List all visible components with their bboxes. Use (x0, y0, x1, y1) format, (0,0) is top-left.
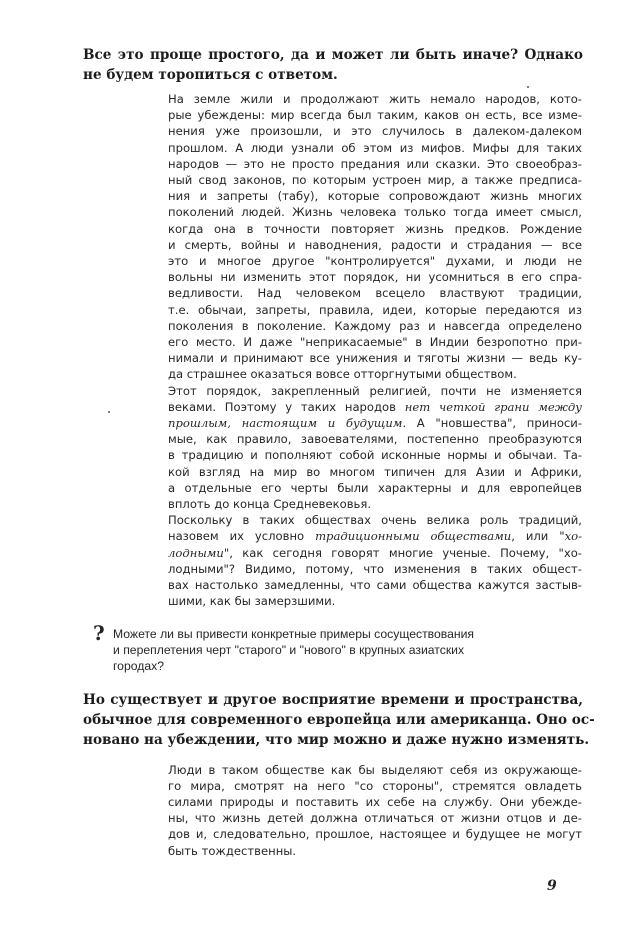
text-line: лодными"? Видимо, потому, что изменения в таких общест- (168, 561, 582, 576)
text-run: назовем их условно (168, 529, 316, 544)
text-line: нимали и принимают все унижения и тяготы жизни — ведь ку- (168, 351, 582, 366)
text-line: ны, что жизнь детей должна отличаться от жизни отцов и де- (168, 811, 582, 826)
text-line: дов и, следовательно, прошлое, настоящее и будущее не могут (168, 827, 582, 842)
text-line: в традицию и пополняют собой исконные нормы и обычаи. Та- (168, 448, 582, 463)
italic-emphasis: лодными (168, 545, 224, 560)
text-line: это и многое другое "контролируется" духами, и люди не (168, 254, 582, 269)
text-line: а отдельные его черты были характерны и для европейцев (168, 480, 582, 495)
text-line: т.е. обычаи, запреты, правила, идеи, которые передаются из (168, 302, 582, 317)
body-paragraph-modern-society (168, 762, 582, 859)
text-run: , или " (511, 529, 565, 544)
italic-emphasis: традиционными обществами (315, 529, 512, 544)
body-paragraph-myths (168, 91, 582, 383)
text-line: Люди в таком обществе как бы выделяют себя из окружающе- (168, 762, 582, 777)
text-line: ведливости. Над человеком всецело властвуют традиции, (168, 286, 582, 301)
text-line: На земле жили и продолжают жить немало народов, кото- (168, 92, 582, 106)
text-run: веками. Поэтому у таких народов (168, 399, 405, 414)
text-line: го мира, смотрят на него "со стороны", стремятся овладеть (168, 778, 582, 793)
text-run: ", как сегодня говорят многие ученые. Почему, "хо- (223, 545, 582, 560)
text-line: поколения в поколение. Каждому раз и навсегда определено (168, 318, 582, 333)
scan-speck (108, 411, 110, 413)
text-line: Но существует и другое восприятие времени и пространства, (83, 691, 583, 708)
text-line: поколений людей. Жизнь человека только тогда имеет смысл, (168, 205, 582, 220)
text-line: ния и запреты (табу), которые сопровождают жизнь многих (168, 189, 582, 204)
text-line: народов — это не просто предания или сказки. Это своеобраз- (168, 156, 582, 171)
text-line: мые, как правило, завоевателями, постепенно преобразуются (168, 432, 582, 447)
text-line: обычное для современного европейца или американца. Оно ос- (83, 711, 595, 728)
text-line: вплоть до конца Средневековья. (168, 497, 372, 512)
text-line: ный свод законов, по которым устроен мир, а также предписа- (168, 173, 582, 188)
spacer (0, 674, 639, 690)
text-line: вольны ни изменить этот порядок, ни усомниться в его спра- (168, 270, 582, 285)
text-line: и переплетения черт "старого" и "нового" в крупных азиатских (113, 642, 465, 657)
text-line: его место. И даже "неприкасаемые" в Индии безропотно при- (168, 335, 582, 350)
text-line: Можете ли вы привести конкретные примеры сосуществования (113, 626, 475, 641)
text-line (168, 399, 582, 415)
text-line: нения уже произошли, и это случилось в далеком-далеком (168, 124, 582, 139)
text-run: . А "новшества", приноси- (402, 416, 583, 431)
text-line: вах настолько замедленны, что сами общества кажутся застыв- (168, 578, 582, 593)
body-paragraph-cold-societies (168, 512, 582, 609)
italic-emphasis: прошлым, настоящим и будущим (168, 416, 403, 431)
text-line: городах? (113, 658, 165, 673)
page-number: 9 (547, 877, 557, 894)
text-line: кой взгляд на мир во многом типичен для Азии и Африки, (168, 464, 582, 479)
text-line: Поскольку в таких обществах очень велика роль традиций, (168, 513, 582, 528)
lead-paragraph-2 (83, 690, 595, 750)
text-line: рые убеждены: мир всегда был таким, каков он есть, все изме- (168, 108, 582, 123)
italic-emphasis: хо- (564, 529, 582, 544)
question-block (93, 620, 527, 674)
text-line: Этот порядок, закрепленный религией, почти не изменяется (168, 383, 582, 398)
text-line: не будем торопиться с ответом. (83, 67, 338, 83)
body-paragraph-order (168, 383, 582, 513)
scan-speck (527, 86, 529, 88)
text-line: когда она в точности повторяет жизнь предков. Рождение (168, 221, 582, 236)
italic-emphasis: нет четкой грани между (404, 399, 582, 414)
text-line (168, 415, 582, 431)
text-line: Все это проще простого, да и может ли быть иначе? Однако (83, 47, 583, 63)
question-mark-icon: ? (93, 620, 105, 645)
text-line: шими, как бы замерзшими. (168, 594, 336, 609)
text-line: и смерть, войны и наводнения, радости и страдания — все (168, 237, 582, 252)
text-line (168, 545, 582, 561)
text-line: да страшнее оказаться вовсе отторгнутыми обществом. (168, 367, 517, 382)
text-line (168, 528, 582, 544)
lead-paragraph-1 (83, 45, 583, 85)
text-line: новано на убеждении, что мир можно и даже нужно изменять. (83, 731, 590, 748)
text-line: быть тождественны. (168, 843, 297, 858)
text-line: прошлом. А люди узнали об этом из мифов. Мифы для таких (168, 140, 582, 155)
spacer (0, 750, 639, 762)
text-line: силами природы и поставить их себе на службу. Они убежде- (168, 794, 582, 809)
